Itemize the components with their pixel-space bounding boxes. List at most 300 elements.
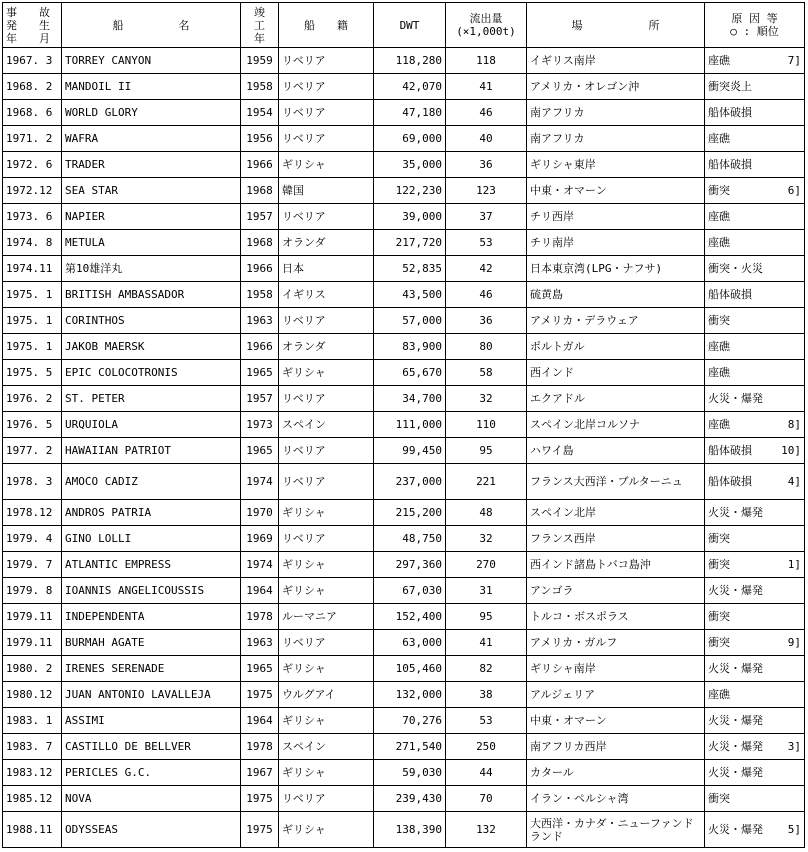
ship-name-cell: TRADER bbox=[62, 152, 241, 178]
incident-date-cell: 1971. 2 bbox=[3, 126, 62, 152]
cause-text: 座礁 bbox=[708, 54, 730, 67]
built-year-cell: 1978 bbox=[241, 604, 279, 630]
incident-date-cell: 1978. 3 bbox=[3, 464, 62, 500]
cause-cell bbox=[705, 74, 805, 100]
location-cell: アメリカ・オレゴン沖 bbox=[527, 74, 705, 100]
dwt-cell: 59,030 bbox=[374, 760, 446, 786]
incident-date-cell: 1979.11 bbox=[3, 604, 62, 630]
dwt-cell: 217,720 bbox=[374, 230, 446, 256]
table-row bbox=[3, 786, 805, 812]
table-row bbox=[3, 552, 805, 578]
location-cell: カタール bbox=[527, 760, 705, 786]
dwt-cell: 67,030 bbox=[374, 578, 446, 604]
spill-volume-cell: 41 bbox=[446, 630, 527, 656]
spill-volume-cell: 41 bbox=[446, 74, 527, 100]
ship-name-cell: BRITISH AMBASSADOR bbox=[62, 282, 241, 308]
location-cell: エクアドル bbox=[527, 386, 705, 412]
cause-cell bbox=[705, 360, 805, 386]
dwt-cell: 48,750 bbox=[374, 526, 446, 552]
header-incident-date: 事 故 発 生 年 月 bbox=[3, 3, 62, 48]
built-year-cell: 1958 bbox=[241, 282, 279, 308]
table-body bbox=[3, 48, 805, 848]
cause-text: 船体破損 bbox=[708, 475, 752, 488]
rank-badge: 1] bbox=[787, 558, 801, 571]
location-cell: 硫黄島 bbox=[527, 282, 705, 308]
built-year-cell: 1964 bbox=[241, 578, 279, 604]
incident-date-cell: 1983. 7 bbox=[3, 734, 62, 760]
spill-volume-cell: 44 bbox=[446, 760, 527, 786]
incident-date-cell: 1976. 5 bbox=[3, 412, 62, 438]
built-year-cell: 1959 bbox=[241, 48, 279, 74]
table-row bbox=[3, 760, 805, 786]
cause-text: 座礁 bbox=[708, 366, 730, 379]
location-cell: 中東・オマーン bbox=[527, 708, 705, 734]
table-row bbox=[3, 464, 805, 500]
cause-cell bbox=[705, 812, 805, 848]
table-row bbox=[3, 308, 805, 334]
spill-volume-cell: 270 bbox=[446, 552, 527, 578]
dwt-cell: 42,070 bbox=[374, 74, 446, 100]
table-row bbox=[3, 360, 805, 386]
table-row bbox=[3, 178, 805, 204]
ship-name-cell: TORREY CANYON bbox=[62, 48, 241, 74]
built-year-cell: 1969 bbox=[241, 526, 279, 552]
cause-text: 衝突炎上 bbox=[708, 80, 752, 93]
dwt-cell: 69,000 bbox=[374, 126, 446, 152]
flag-cell: スペイン bbox=[279, 412, 374, 438]
table-row bbox=[3, 630, 805, 656]
cause-cell bbox=[705, 204, 805, 230]
table-row bbox=[3, 500, 805, 526]
built-year-cell: 1974 bbox=[241, 464, 279, 500]
dwt-cell: 215,200 bbox=[374, 500, 446, 526]
location-cell: 南アフリカ bbox=[527, 126, 705, 152]
incident-date-cell: 1975. 1 bbox=[3, 308, 62, 334]
ship-name-cell: METULA bbox=[62, 230, 241, 256]
table-row bbox=[3, 334, 805, 360]
location-cell: ギリシャ東岸 bbox=[527, 152, 705, 178]
cause-text: 衝突 bbox=[708, 558, 730, 571]
ship-name-cell: 第10雄洋丸 bbox=[62, 256, 241, 282]
cause-cell bbox=[705, 500, 805, 526]
dwt-cell: 52,835 bbox=[374, 256, 446, 282]
location-cell: 西インド諸島トバコ島沖 bbox=[527, 552, 705, 578]
cause-text: 火災・爆発 bbox=[708, 823, 763, 836]
cause-text: 衝突 bbox=[708, 184, 730, 197]
dwt-cell: 152,400 bbox=[374, 604, 446, 630]
built-year-cell: 1968 bbox=[241, 178, 279, 204]
flag-cell: 日本 bbox=[279, 256, 374, 282]
incident-date-cell: 1975. 1 bbox=[3, 334, 62, 360]
incident-date-cell: 1972.12 bbox=[3, 178, 62, 204]
incident-date-cell: 1983.12 bbox=[3, 760, 62, 786]
cause-text: 火災・爆発 bbox=[708, 740, 763, 753]
flag-cell: リベリア bbox=[279, 630, 374, 656]
built-year-cell: 1978 bbox=[241, 734, 279, 760]
cause-text: 衝突 bbox=[708, 610, 730, 623]
incident-date-cell: 1985.12 bbox=[3, 786, 62, 812]
location-cell: フランス大西洋・ブルターニュ bbox=[527, 464, 705, 500]
header-cause: 原 因 等 ○ : 順位 bbox=[705, 3, 805, 48]
flag-cell: リベリア bbox=[279, 308, 374, 334]
spill-volume-cell: 46 bbox=[446, 282, 527, 308]
built-year-cell: 1975 bbox=[241, 812, 279, 848]
table-row bbox=[3, 438, 805, 464]
cause-text: 火災・爆発 bbox=[708, 766, 763, 779]
flag-cell: ギリシャ bbox=[279, 656, 374, 682]
dwt-cell: 83,900 bbox=[374, 334, 446, 360]
ship-name-cell: EPIC COLOCOTRONIS bbox=[62, 360, 241, 386]
ship-name-cell: ST. PETER bbox=[62, 386, 241, 412]
flag-cell: ウルグアイ bbox=[279, 682, 374, 708]
cause-text: 座礁 bbox=[708, 688, 730, 701]
table-row bbox=[3, 656, 805, 682]
spill-volume-cell: 95 bbox=[446, 604, 527, 630]
location-cell: アルジェリア bbox=[527, 682, 705, 708]
dwt-cell: 138,390 bbox=[374, 812, 446, 848]
cause-cell bbox=[705, 786, 805, 812]
built-year-cell: 1966 bbox=[241, 152, 279, 178]
table-row bbox=[3, 126, 805, 152]
cause-cell bbox=[705, 630, 805, 656]
table-row bbox=[3, 734, 805, 760]
table-row bbox=[3, 812, 805, 848]
rank-badge: 7] bbox=[787, 54, 801, 67]
incident-date-cell: 1979. 8 bbox=[3, 578, 62, 604]
cause-cell bbox=[705, 552, 805, 578]
spill-volume-cell: 250 bbox=[446, 734, 527, 760]
ship-name-cell: HAWAIIAN PATRIOT bbox=[62, 438, 241, 464]
ship-name-cell: SEA STAR bbox=[62, 178, 241, 204]
header-dwt: DWT bbox=[374, 3, 446, 48]
location-cell: 中東・オマーン bbox=[527, 178, 705, 204]
table-row bbox=[3, 74, 805, 100]
ship-name-cell: GINO LOLLI bbox=[62, 526, 241, 552]
location-cell: スペイン北岸コルソナ bbox=[527, 412, 705, 438]
location-cell: イギリス南岸 bbox=[527, 48, 705, 74]
ship-name-cell: WORLD GLORY bbox=[62, 100, 241, 126]
spill-volume-cell: 70 bbox=[446, 786, 527, 812]
flag-cell: スペイン bbox=[279, 734, 374, 760]
cause-text: 座礁 bbox=[708, 418, 730, 431]
location-cell: 南アフリカ西岸 bbox=[527, 734, 705, 760]
cause-cell bbox=[705, 604, 805, 630]
cause-text: 火災・爆発 bbox=[708, 392, 763, 405]
table-row bbox=[3, 526, 805, 552]
dwt-cell: 47,180 bbox=[374, 100, 446, 126]
header-ship-name: 船 名 bbox=[62, 3, 241, 48]
rank-badge: 8] bbox=[787, 418, 801, 431]
spill-volume-cell: 118 bbox=[446, 48, 527, 74]
ship-name-cell: NOVA bbox=[62, 786, 241, 812]
ship-name-cell: BURMAH AGATE bbox=[62, 630, 241, 656]
incident-date-cell: 1979. 7 bbox=[3, 552, 62, 578]
spill-volume-cell: 95 bbox=[446, 438, 527, 464]
flag-cell: リベリア bbox=[279, 464, 374, 500]
ship-name-cell: IRENES SERENADE bbox=[62, 656, 241, 682]
dwt-cell: 34,700 bbox=[374, 386, 446, 412]
flag-cell: オランダ bbox=[279, 334, 374, 360]
cause-text: 船体破損 bbox=[708, 158, 752, 171]
incident-date-cell: 1968. 6 bbox=[3, 100, 62, 126]
rank-badge: 10] bbox=[781, 444, 801, 457]
location-cell: アメリカ・ガルフ bbox=[527, 630, 705, 656]
cause-text: 火災・爆発 bbox=[708, 714, 763, 727]
dwt-cell: 39,000 bbox=[374, 204, 446, 230]
spill-volume-cell: 36 bbox=[446, 308, 527, 334]
spill-volume-cell: 221 bbox=[446, 464, 527, 500]
cause-cell bbox=[705, 386, 805, 412]
flag-cell: リベリア bbox=[279, 386, 374, 412]
spill-volume-cell: 42 bbox=[446, 256, 527, 282]
spill-volume-cell: 46 bbox=[446, 100, 527, 126]
flag-cell: ギリシャ bbox=[279, 500, 374, 526]
ship-name-cell: ASSIMI bbox=[62, 708, 241, 734]
rank-badge: 5] bbox=[787, 823, 801, 836]
ship-name-cell: NAPIER bbox=[62, 204, 241, 230]
table-row bbox=[3, 708, 805, 734]
cause-cell bbox=[705, 308, 805, 334]
cause-cell bbox=[705, 48, 805, 74]
table-row bbox=[3, 256, 805, 282]
flag-cell: リベリア bbox=[279, 526, 374, 552]
location-cell: ギリシャ南岸 bbox=[527, 656, 705, 682]
cause-text: 船体破損 bbox=[708, 106, 752, 119]
cause-text: 座礁 bbox=[708, 340, 730, 353]
flag-cell: ギリシャ bbox=[279, 760, 374, 786]
spill-volume-cell: 80 bbox=[446, 334, 527, 360]
incident-date-cell: 1975. 1 bbox=[3, 282, 62, 308]
incident-date-cell: 1975. 5 bbox=[3, 360, 62, 386]
flag-cell: リベリア bbox=[279, 438, 374, 464]
location-cell: 大西洋・カナダ・ニューファンドランド bbox=[527, 812, 705, 848]
cause-cell bbox=[705, 334, 805, 360]
dwt-cell: 57,000 bbox=[374, 308, 446, 334]
dwt-cell: 132,000 bbox=[374, 682, 446, 708]
incident-date-cell: 1974. 8 bbox=[3, 230, 62, 256]
cause-text: 火災・爆発 bbox=[708, 584, 763, 597]
built-year-cell: 1958 bbox=[241, 74, 279, 100]
spill-volume-cell: 53 bbox=[446, 230, 527, 256]
built-year-cell: 1963 bbox=[241, 308, 279, 334]
incident-date-cell: 1977. 2 bbox=[3, 438, 62, 464]
table-row bbox=[3, 282, 805, 308]
cause-cell bbox=[705, 282, 805, 308]
built-year-cell: 1967 bbox=[241, 760, 279, 786]
cause-text: 衝突 bbox=[708, 792, 730, 805]
cause-text: 座礁 bbox=[708, 236, 730, 249]
spill-volume-cell: 31 bbox=[446, 578, 527, 604]
incident-date-cell: 1974.11 bbox=[3, 256, 62, 282]
dwt-cell: 122,230 bbox=[374, 178, 446, 204]
cause-text: 座礁 bbox=[708, 132, 730, 145]
flag-cell: リベリア bbox=[279, 48, 374, 74]
location-cell: 南アフリカ bbox=[527, 100, 705, 126]
flag-cell: リベリア bbox=[279, 126, 374, 152]
table-row bbox=[3, 604, 805, 630]
location-cell: スペイン北岸 bbox=[527, 500, 705, 526]
incident-date-cell: 1978.12 bbox=[3, 500, 62, 526]
built-year-cell: 1973 bbox=[241, 412, 279, 438]
ship-name-cell: MANDOIL II bbox=[62, 74, 241, 100]
built-year-cell: 1957 bbox=[241, 386, 279, 412]
cause-cell bbox=[705, 100, 805, 126]
cause-text: 火災・爆発 bbox=[708, 662, 763, 675]
cause-text: 衝突 bbox=[708, 532, 730, 545]
spill-volume-cell: 53 bbox=[446, 708, 527, 734]
table-row bbox=[3, 204, 805, 230]
location-cell: フランス西岸 bbox=[527, 526, 705, 552]
cause-cell bbox=[705, 256, 805, 282]
incident-date-cell: 1983. 1 bbox=[3, 708, 62, 734]
incident-date-cell: 1968. 2 bbox=[3, 74, 62, 100]
built-year-cell: 1965 bbox=[241, 360, 279, 386]
flag-cell: ルーマニア bbox=[279, 604, 374, 630]
spill-volume-cell: 58 bbox=[446, 360, 527, 386]
location-cell: トルコ・ボスポラス bbox=[527, 604, 705, 630]
built-year-cell: 1964 bbox=[241, 708, 279, 734]
table-row bbox=[3, 682, 805, 708]
built-year-cell: 1974 bbox=[241, 552, 279, 578]
spill-volume-cell: 123 bbox=[446, 178, 527, 204]
flag-cell: ギリシャ bbox=[279, 708, 374, 734]
location-cell: チリ西岸 bbox=[527, 204, 705, 230]
cause-cell bbox=[705, 230, 805, 256]
table-row bbox=[3, 152, 805, 178]
cause-text: 座礁 bbox=[708, 210, 730, 223]
dwt-cell: 297,360 bbox=[374, 552, 446, 578]
spill-volume-cell: 32 bbox=[446, 526, 527, 552]
flag-cell: ギリシャ bbox=[279, 552, 374, 578]
flag-cell: ギリシャ bbox=[279, 812, 374, 848]
spill-volume-cell: 40 bbox=[446, 126, 527, 152]
table-row bbox=[3, 386, 805, 412]
location-cell: ハワイ島 bbox=[527, 438, 705, 464]
flag-cell: リベリア bbox=[279, 100, 374, 126]
incident-date-cell: 1972. 6 bbox=[3, 152, 62, 178]
spill-volume-cell: 48 bbox=[446, 500, 527, 526]
incident-date-cell: 1980.12 bbox=[3, 682, 62, 708]
incident-date-cell: 1976. 2 bbox=[3, 386, 62, 412]
spill-volume-cell: 32 bbox=[446, 386, 527, 412]
location-cell: ポルトガル bbox=[527, 334, 705, 360]
built-year-cell: 1965 bbox=[241, 438, 279, 464]
cause-cell bbox=[705, 438, 805, 464]
ship-name-cell: IOANNIS ANGELICOUSSIS bbox=[62, 578, 241, 604]
dwt-cell: 237,000 bbox=[374, 464, 446, 500]
cause-text: 衝突・火災 bbox=[708, 262, 763, 275]
built-year-cell: 1970 bbox=[241, 500, 279, 526]
built-year-cell: 1966 bbox=[241, 256, 279, 282]
built-year-cell: 1966 bbox=[241, 334, 279, 360]
cause-text: 衝突 bbox=[708, 636, 730, 649]
dwt-cell: 70,276 bbox=[374, 708, 446, 734]
cause-cell bbox=[705, 760, 805, 786]
ship-name-cell: URQUIOLA bbox=[62, 412, 241, 438]
table-row bbox=[3, 230, 805, 256]
ship-name-cell: AMOCO CADIZ bbox=[62, 464, 241, 500]
oil-spill-incident-table bbox=[2, 2, 805, 848]
dwt-cell: 65,670 bbox=[374, 360, 446, 386]
ship-name-cell: CASTILLO DE BELLVER bbox=[62, 734, 241, 760]
cause-cell bbox=[705, 578, 805, 604]
header-built-year: 竣 工 年 bbox=[241, 3, 279, 48]
built-year-cell: 1975 bbox=[241, 786, 279, 812]
location-cell: チリ南岸 bbox=[527, 230, 705, 256]
flag-cell: オランダ bbox=[279, 230, 374, 256]
table-header bbox=[3, 3, 805, 48]
location-cell: 日本東京湾(LPG・ナフサ) bbox=[527, 256, 705, 282]
cause-cell bbox=[705, 708, 805, 734]
incident-date-cell: 1988.11 bbox=[3, 812, 62, 848]
cause-text: 衝突 bbox=[708, 314, 730, 327]
ship-name-cell: JUAN ANTONIO LAVALLEJA bbox=[62, 682, 241, 708]
location-cell: アンゴラ bbox=[527, 578, 705, 604]
header-location: 場 所 bbox=[527, 3, 705, 48]
ship-name-cell: ATLANTIC EMPRESS bbox=[62, 552, 241, 578]
table-row bbox=[3, 48, 805, 74]
ship-name-cell: PERICLES G.C. bbox=[62, 760, 241, 786]
ship-name-cell: WAFRA bbox=[62, 126, 241, 152]
built-year-cell: 1956 bbox=[241, 126, 279, 152]
incident-date-cell: 1973. 6 bbox=[3, 204, 62, 230]
dwt-cell: 35,000 bbox=[374, 152, 446, 178]
rank-badge: 6] bbox=[787, 184, 801, 197]
flag-cell: リベリア bbox=[279, 74, 374, 100]
table-row bbox=[3, 578, 805, 604]
ship-name-cell: ANDROS PATRIA bbox=[62, 500, 241, 526]
cause-cell bbox=[705, 412, 805, 438]
dwt-cell: 118,280 bbox=[374, 48, 446, 74]
dwt-cell: 111,000 bbox=[374, 412, 446, 438]
built-year-cell: 1968 bbox=[241, 230, 279, 256]
table-row bbox=[3, 412, 805, 438]
cause-cell bbox=[705, 152, 805, 178]
cause-cell bbox=[705, 656, 805, 682]
dwt-cell: 239,430 bbox=[374, 786, 446, 812]
cause-text: 船体破損 bbox=[708, 444, 752, 457]
location-cell: 西インド bbox=[527, 360, 705, 386]
rank-badge: 9] bbox=[787, 636, 801, 649]
incident-date-cell: 1979. 4 bbox=[3, 526, 62, 552]
flag-cell: リベリア bbox=[279, 786, 374, 812]
dwt-cell: 99,450 bbox=[374, 438, 446, 464]
cause-cell bbox=[705, 126, 805, 152]
flag-cell: ギリシャ bbox=[279, 360, 374, 386]
spill-volume-cell: 110 bbox=[446, 412, 527, 438]
cause-cell bbox=[705, 734, 805, 760]
location-cell: イラン・ペルシャ湾 bbox=[527, 786, 705, 812]
incident-date-cell: 1979.11 bbox=[3, 630, 62, 656]
rank-badge: 3] bbox=[787, 740, 801, 753]
built-year-cell: 1963 bbox=[241, 630, 279, 656]
dwt-cell: 63,000 bbox=[374, 630, 446, 656]
built-year-cell: 1954 bbox=[241, 100, 279, 126]
flag-cell: ギリシャ bbox=[279, 578, 374, 604]
ship-name-cell: ODYSSEAS bbox=[62, 812, 241, 848]
spill-volume-cell: 36 bbox=[446, 152, 527, 178]
ship-name-cell: JAKOB MAERSK bbox=[62, 334, 241, 360]
spill-volume-cell: 38 bbox=[446, 682, 527, 708]
header-spill-volume: 流出量 (×1,000t) bbox=[446, 3, 527, 48]
ship-name-cell: INDEPENDENTA bbox=[62, 604, 241, 630]
cause-cell bbox=[705, 178, 805, 204]
ship-name-cell: CORINTHOS bbox=[62, 308, 241, 334]
incident-date-cell: 1967. 3 bbox=[3, 48, 62, 74]
table-row bbox=[3, 100, 805, 126]
flag-cell: ギリシャ bbox=[279, 152, 374, 178]
built-year-cell: 1975 bbox=[241, 682, 279, 708]
